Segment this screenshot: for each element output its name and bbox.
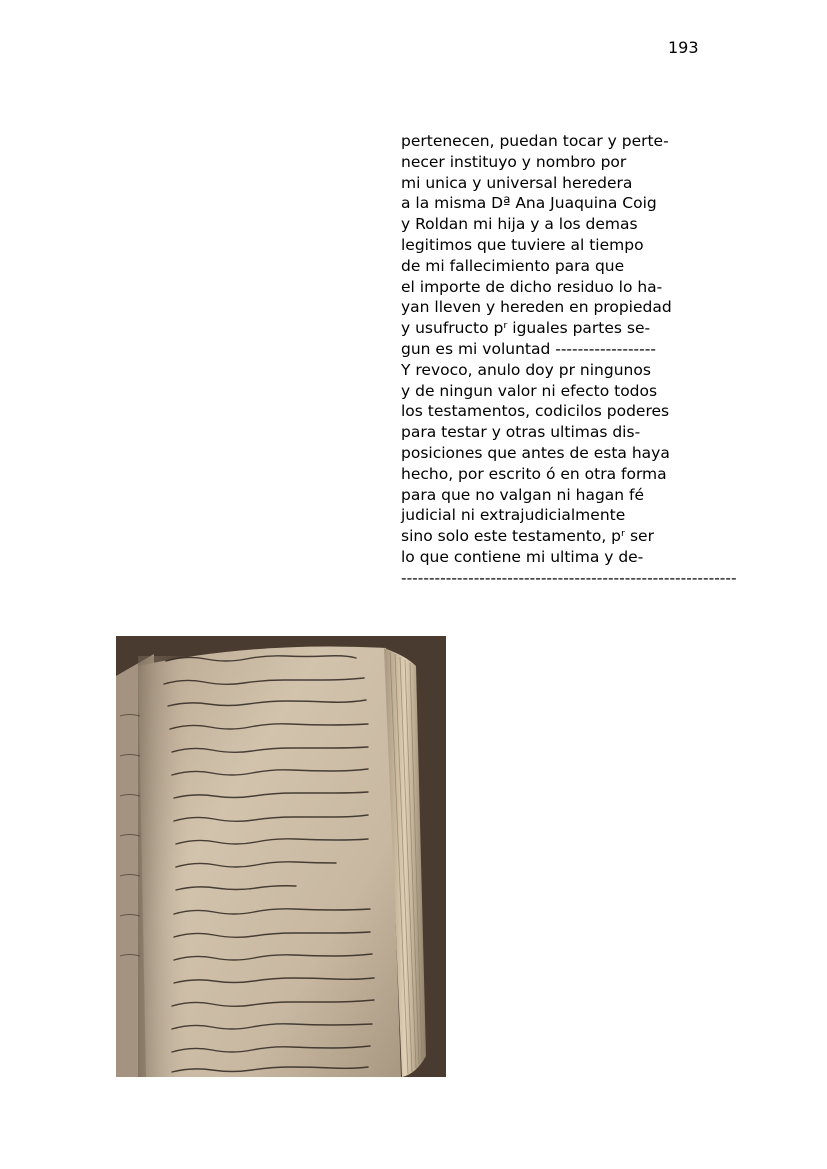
transcription-line: sino solo este testamento, pʳ ser <box>401 527 654 546</box>
transcription-line: de mi fallecimiento para que <box>401 256 625 275</box>
transcription-line: judicial ni extrajudicialmente <box>401 506 626 525</box>
transcription-separator: ------------------------------------------------------------ <box>401 568 737 587</box>
transcription-line: gun es mi voluntad ------------------ <box>401 339 656 358</box>
transcription-line: el importe de dicho residuo lo ha- <box>401 277 663 296</box>
transcription-line: posiciones que antes de esta haya <box>401 443 670 462</box>
transcription-line: y de ningun valor ni efecto todos <box>401 381 658 400</box>
transcription-line: Y revoco, anulo doy pr ningunos <box>401 360 651 379</box>
transcription-line: legitimos que tuviere al tiempo <box>401 235 644 254</box>
transcription-line: a la misma Dª Ana Juaquina Coig <box>401 194 657 213</box>
transcription-line: y usufructo pʳ iguales partes se- <box>401 319 651 338</box>
transcription-line: yan lleven y hereden en propiedad <box>401 298 672 317</box>
transcription-line: para testar y otras ultimas dis- <box>401 423 641 442</box>
manuscript-photo <box>116 636 446 1077</box>
transcription-line: necer instituyo y nombro por <box>401 152 627 171</box>
page-number: 193 <box>668 38 699 57</box>
transcription-line: pertenecen, puedan tocar y perte- <box>401 132 669 150</box>
transcription-line: lo que contiene mi ultima y de- <box>401 547 644 566</box>
transcription-line: y Roldan mi hija y a los demas <box>401 215 638 234</box>
transcription-line: hecho, por escrito ó en otra forma <box>401 464 667 483</box>
transcription-text <box>401 131 801 589</box>
transcription-line: los testamentos, codicilos poderes <box>401 402 670 421</box>
transcription-line: mi unica y universal heredera <box>401 173 633 192</box>
transcription-line: para que no valgan ni hagan fé <box>401 485 645 504</box>
